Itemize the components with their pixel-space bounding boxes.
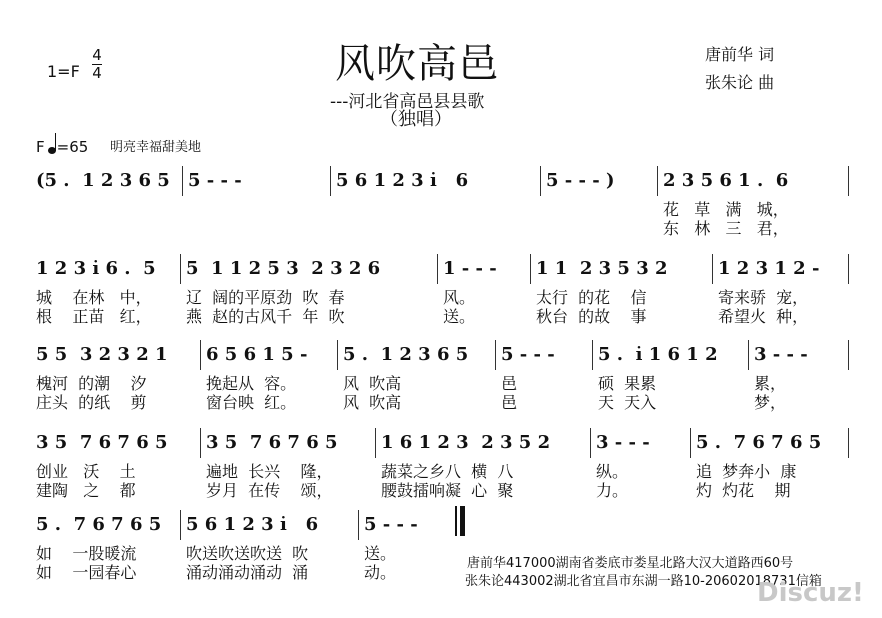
barline [690,428,691,458]
measure-notes: 5 5 3 2 3 2 1 [36,344,168,365]
measure [690,430,848,500]
measure [748,342,848,412]
barline [437,254,438,284]
lyric-verse-1: 送。 [364,544,397,563]
measure [30,430,200,500]
lyric-verse-1: 太行 的花 信 [536,288,647,307]
measure [30,168,182,200]
measure [437,256,530,326]
lyric-verse-2: 建陶 之 都 [36,481,136,500]
lyric-verse-1: 创业 沃 土 [36,462,136,481]
measure-notes: 5 6 1 2 3 i̇ 6 [336,170,469,191]
lyric-verse-2: 如 一园春心 [36,563,137,582]
barline [748,340,749,370]
barline [200,340,201,370]
tempo-marking [36,138,88,156]
song-subtitle: ---河北省高邑县县歌 [330,92,485,112]
barline [182,166,183,196]
lyric-verse-2: 灼 灼花 期 [696,481,791,500]
lyric-verse-1: 槐河 的潮 汐 [36,374,147,393]
barline [358,510,359,540]
lyric-verse-2: 根 正苗 红， [36,307,152,326]
barline [848,254,849,284]
lyric-verse-2: 希望火 种， [718,307,809,326]
lyric-verse-1: 硕 果累 [598,374,657,393]
barline [590,428,591,458]
measure [337,342,495,412]
lyric-verse-1: 蔬菜之乡八 横 八 [381,462,514,481]
lyric-verse-1: 累， [754,374,787,393]
measure [592,342,748,412]
measure [330,168,540,200]
barline [330,166,331,196]
song-title: 风吹高邑 [335,41,499,87]
lyric-verse-1: 邑 [501,374,518,393]
measure-notes: 3 5 7 6 7 6 5 [206,432,338,453]
lyric-verse-2: 梦， [754,393,787,412]
measure-notes: 3 - - - [596,432,650,453]
lyric-verse-1: 城 在林 中， [36,288,152,307]
measure-notes: 1 1 2 3 5 3 2 [536,258,668,279]
lyric-verse-1: 追 梦奔小 康 [696,462,797,481]
barline [180,254,181,284]
lyric-verse-1: 花 草 满 城， [663,200,789,219]
barline [540,166,541,196]
measure [540,168,657,200]
lyric-verse-2: 力。 [596,481,629,500]
lyric-verse-1: 如 一股暖流 [36,544,137,563]
lyric-verse-1: 辽 阔的平原劲 吹 春 [186,288,345,307]
lyric-verse-1: 挽起从 容。 [206,374,297,393]
measure [657,168,848,238]
measure-notes: 5 - - - [364,514,418,535]
measure [530,256,712,326]
barline [848,340,849,370]
measure [590,430,690,500]
measure [358,512,455,582]
lyric-verse-2: 窗台映 红。 [206,393,297,412]
measure-notes: 3 - - - [754,344,808,365]
time-bottom: 4 [92,64,102,82]
lyric-verse-2: 送。 [443,307,476,326]
barline [530,254,531,284]
measure-notes: 3 5 7 6 7 6 5 [36,432,168,453]
performance-type: （独唱） [380,109,452,130]
tempo-prefix: F [36,138,45,156]
barline [848,166,849,196]
lyric-verse-1: 遍地 长兴 隆， [206,462,333,481]
lyric-verse-2: 东 林 三 君， [663,219,789,238]
barline [200,428,201,458]
lyric-verse-1: 风 吹高 [343,374,402,393]
lyric-verse-2: 岁月 在传 颂， [206,481,333,500]
measure [495,342,592,412]
lyric-verse-2: 动。 [364,563,397,582]
measure-notes: (5 . 1 2 3 6 5 [36,170,170,191]
barline [657,166,658,196]
watermark: Discuz! [757,578,864,608]
lyric-verse-1: 风。 [443,288,476,307]
tempo-value: =65 [56,138,89,156]
measure [30,342,200,412]
measure-notes: 1 2 3 i̇ 6 . 5 [36,258,156,279]
lyric-verse-1: 纵。 [596,462,629,481]
barline [495,340,496,370]
barline [337,340,338,370]
lyric-verse-2: 庄头 的纸 剪 [36,393,147,412]
lyric-verse-1: 寄来骄 宠， [718,288,809,307]
measure-notes: 5 - - - ) [546,170,615,191]
measure [180,512,358,582]
measure-notes: 5 - - - [188,170,242,191]
lyric-verse-2: 秋台 的故 事 [536,307,647,326]
key-signature: 1=F [47,62,80,81]
composer-address: 张朱论443002湖北省宜昌市东湖一路10-20602018731信箱 [465,574,822,589]
measure-notes: 5 . 7 6 7 6 5 [36,514,162,535]
measure [200,342,337,412]
lyric-verse-1: 吹送吹送吹送 吹 [186,544,309,563]
lyric-verse-2: 邑 [501,393,518,412]
measure-notes: 5 . i̇ 1 6 1 2 [598,344,718,365]
measure-notes: 5 6 1 2 3 i̇ 6 [186,514,319,535]
measure-notes: 5 . 1 2 3 6 5 [343,344,469,365]
measure-notes: 1 2 3 1 2 - [718,258,820,279]
time-signature [92,48,102,81]
measure-notes: 5 . 7 6 7 6 5 [696,432,822,453]
final-barline [455,506,465,536]
measure-notes: 5 1 1 2 5 3 2 3 2 6 [186,258,381,279]
expression-marking: 明亮幸福甜美地 [110,140,202,155]
lyricist-address: 唐前华417000湖南省娄底市娄星北路大汉大道路西60号 [467,556,794,571]
lyric-verse-2: 燕 赵的古风千 年 吹 [186,307,345,326]
measure-notes: 2 3 5 6 1 . 6 [663,170,789,191]
measure [30,256,180,326]
lyric-verse-2: 风 吹高 [343,393,402,412]
barline [180,510,181,540]
barline [375,428,376,458]
measure [712,256,848,326]
lyric-verse-2: 天 天入 [598,393,657,412]
measure [182,168,330,200]
composer-credit: 张朱论 曲 [705,73,775,92]
time-top: 4 [92,46,102,64]
measure-notes: 1 - - - [443,258,497,279]
lyric-verse-2: 涌动涌动涌动 涌 [186,563,309,582]
measure-notes: 5 - - - [501,344,555,365]
measure [375,430,590,500]
measure [200,430,375,500]
barline [848,428,849,458]
lyricist-credit: 唐前华 词 [705,45,775,64]
measure-notes: 6 5 6 1 5 - [206,344,308,365]
barline [712,254,713,284]
measure [180,256,437,326]
measure-notes: 1 6 1 2 3 2 3 5 2 [381,432,551,453]
measure [30,512,180,582]
lyric-verse-2: 腰鼓擂响凝 心 聚 [381,481,514,500]
quarter-note-icon [48,147,56,154]
barline [592,340,593,370]
